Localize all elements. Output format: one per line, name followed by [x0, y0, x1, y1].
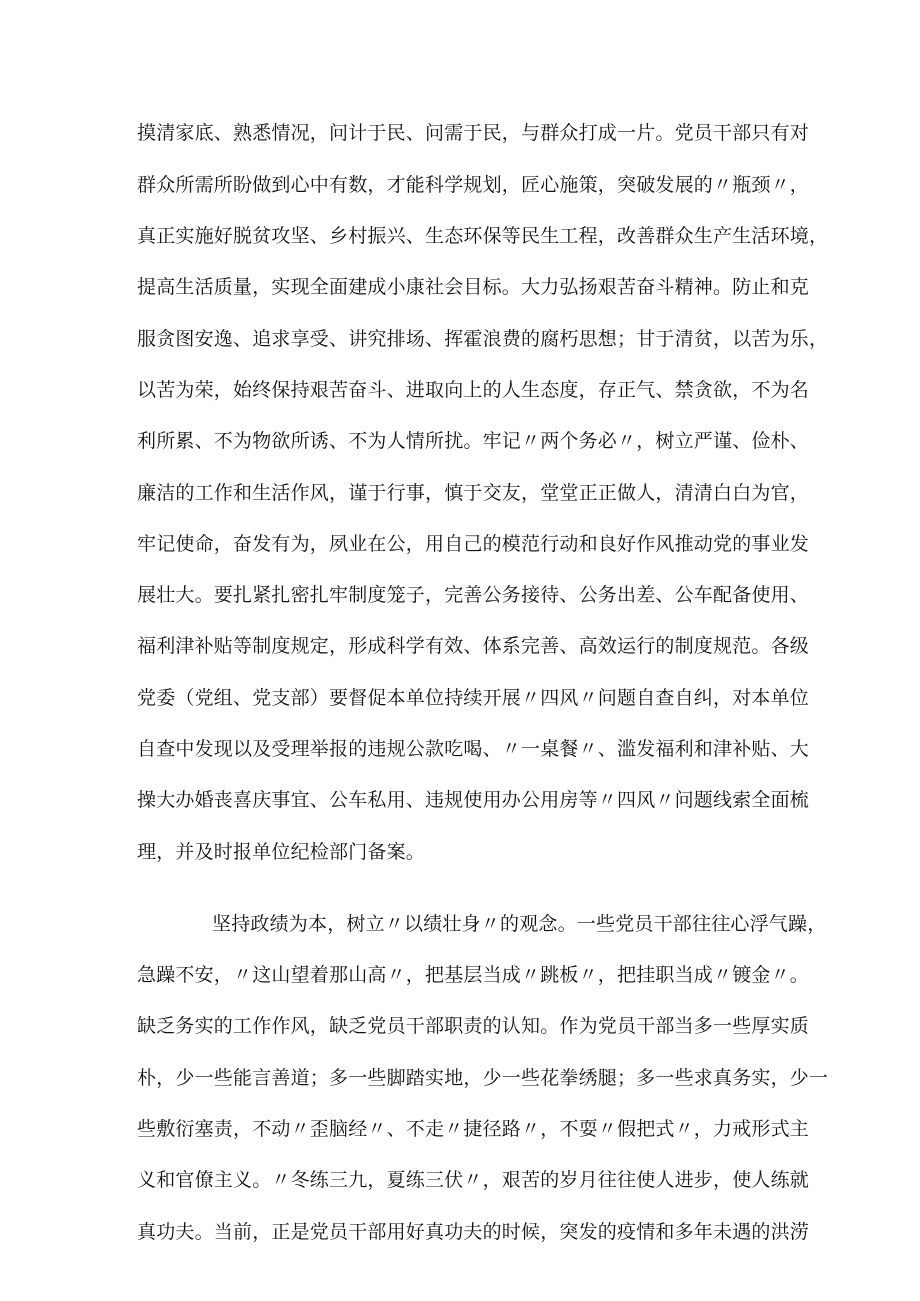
text-line: 操大办婚丧喜庆事宜、公车私用、违规使用办公用房等〃四风〃问题线索全面梳	[137, 789, 810, 811]
text-line: 廉洁的工作和生活作风，谨于行事，慎于交友，堂堂正正做人，清清白白为官，	[137, 482, 810, 504]
text-line: 利所累、不为物欲所诱、不为人情所扰。牢记〃两个务必〃，树立严谨、俭朴、	[137, 430, 810, 452]
text-line: 群众所需所盼做到心中有数，才能科学规划，匠心施策，突破发展的〃瓶颈〃，	[137, 174, 810, 196]
text-line: 缺乏务实的工作作风，缺乏党员干部职责的认知。作为党员干部当多一些厚实质	[137, 1015, 810, 1037]
text-line: 义和官僚主义。〃冬练三九，夏练三伏〃，艰苦的岁月往往使人进步，使人练就	[137, 1169, 810, 1191]
text-line: 真功夫。当前，正是党员干部用好真功夫的时候，突发的疫情和多年未遇的洪涝	[137, 1221, 810, 1243]
text-line: 朴，少一些能言善道；多一些脚踏实地，少一些花拳绣腿；多一些求真务实，少一	[137, 1067, 829, 1089]
text-line: 服贪图安逸、追求享受、讲究排场、挥霍浪费的腐朽思想；甘于清贫，以苦为乐，	[137, 328, 829, 350]
text-line: 自查中发现以及受理举报的违规公款吃喝、〃一桌餐〃、滥发福利和津补贴、大	[137, 738, 810, 760]
text-line: 福利津补贴等制度规定，形成科学有效、体系完善、高效运行的制度规范。各级	[137, 635, 810, 657]
text-line: 坚持政绩为本，树立〃以绩壮身〃的观念。一些党员干部往往心浮气躁，	[212, 913, 827, 935]
text-line: 急躁不安，〃这山望着那山高〃，把基层当成〃跳板〃，把挂职当成〃镀金〃。	[137, 964, 810, 986]
text-line: 理，并及时报单位纪检部门备案。	[137, 841, 426, 863]
text-line: 以苦为荣，始终保持艰苦奋斗、进取向上的人生态度，存正气、禁贪欲，不为名	[137, 379, 810, 401]
text-line: 牢记使命，奋发有为，夙业在公，用自己的模范行动和良好作风推动党的事业发	[137, 533, 810, 555]
text-line: 些敷衍塞责，不动〃歪脑经〃、不走〃捷径路〃，不耍〃假把式〃，力戒形式主	[137, 1118, 810, 1140]
text-line: 党委（党组、党支部）要督促本单位持续开展〃四风〃问题自查自纠，对本单位	[137, 687, 810, 709]
text-line: 展壮大。要扎紧扎密扎牢制度笼子，完善公务接待、公务出差、公车配备使用、	[137, 584, 810, 606]
text-line: 提高生活质量，实现全面建成小康社会目标。大力弘扬艰苦奋斗精神。防止和克	[137, 276, 810, 298]
text-line: 摸清家底、熟悉情况，问计于民、问需于民，与群众打成一片。党员干部只有对	[137, 122, 810, 144]
text-line: 真正实施好脱贫攻坚、乡村振兴、生态环保等民生工程，改善群众生产生活环境，	[137, 225, 829, 247]
